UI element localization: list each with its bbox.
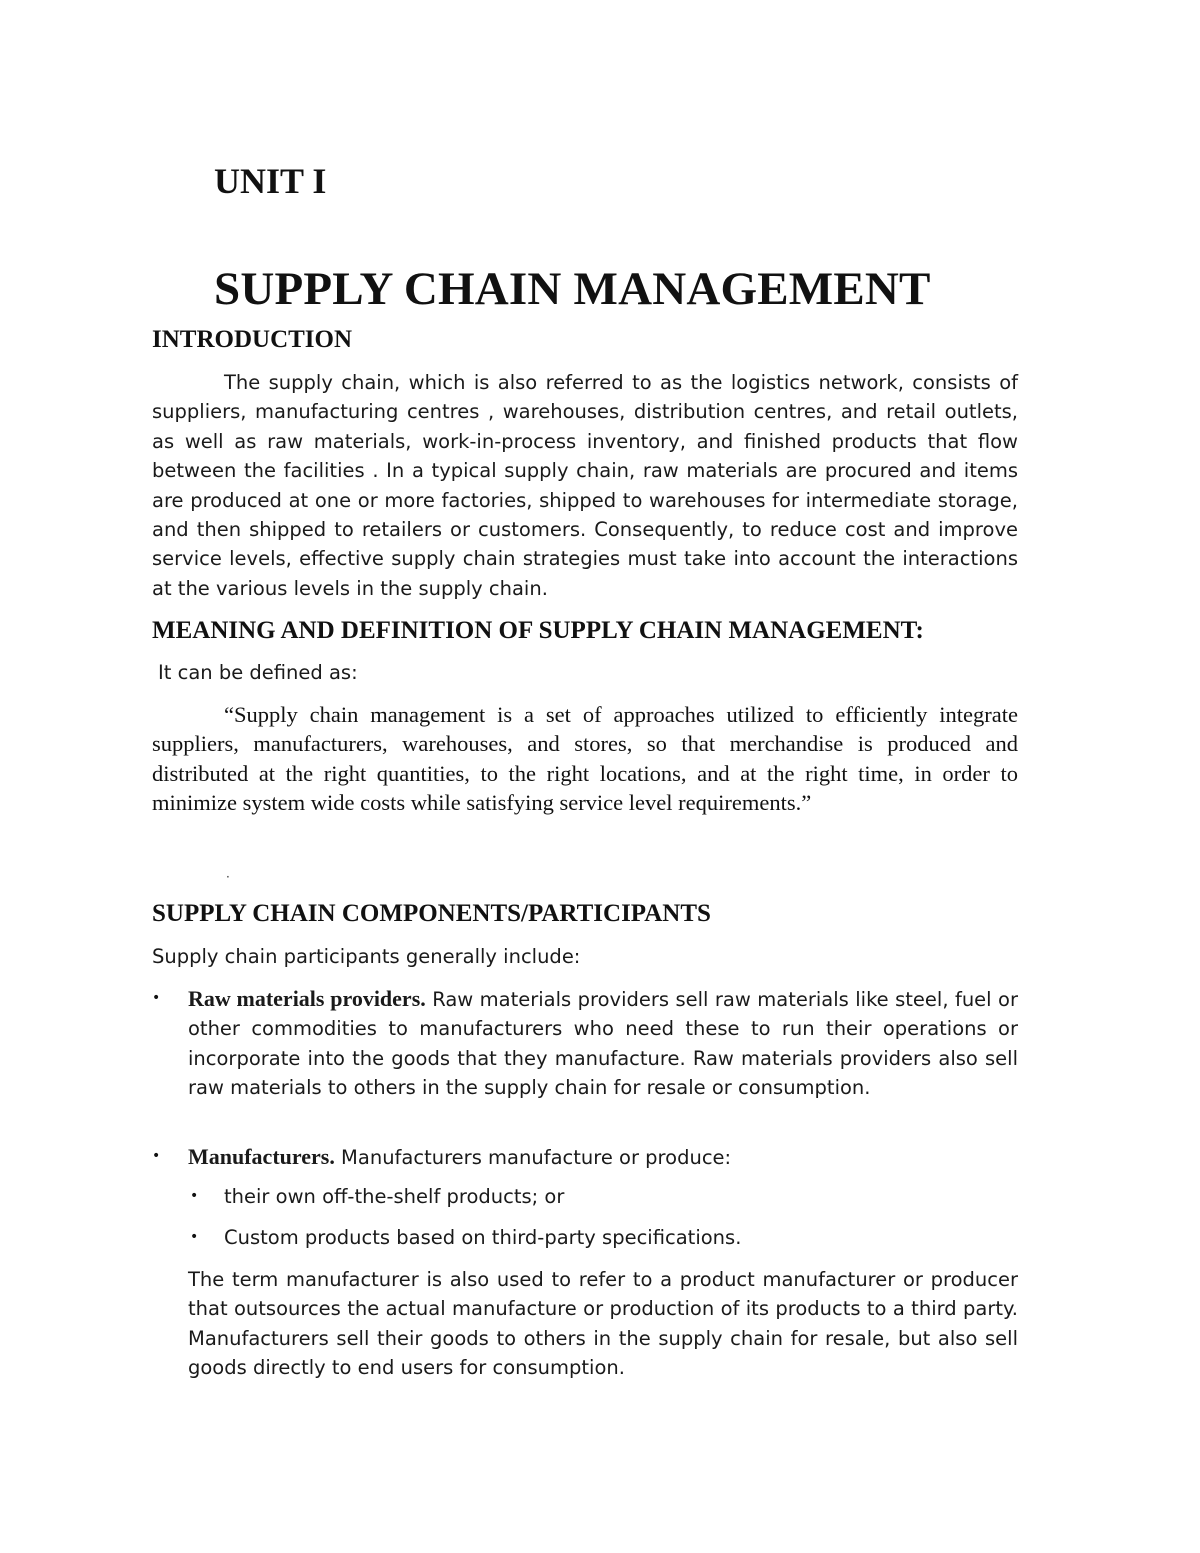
introduction-heading: INTRODUCTION bbox=[152, 326, 353, 353]
definition-heading: MEANING AND DEFINITION OF SUPPLY CHAIN MANAGEMENT: bbox=[152, 617, 924, 644]
page-title: SUPPLY CHAIN MANAGEMENT bbox=[214, 263, 931, 315]
sub-bullet-icon: • bbox=[190, 1188, 199, 1204]
raw-materials-label: Raw materials providers. bbox=[188, 986, 426, 1011]
list-item-raw-materials bbox=[188, 984, 1018, 1103]
list-item-manufacturers bbox=[188, 1142, 1018, 1172]
definition-quote: “Supply chain management is a set of approaches utilized to efficiently integrate suppliers, manufacturers, warehouses, and stores, so that merchandise is produced and distributed at the right quantities, to the right locations, and at the right time, in order to minimize system wide costs while satisfying service level requirements.” bbox=[152, 702, 1018, 816]
manufacturers-note: The term manufacturer is also used to refer to a product manufacturer or producer that outsources the actual manufacture or production of its products to a third party. Manufacturers sell their goods to others in the supply chain for resale, but also sell goods directly to end users for consumption. bbox=[188, 1268, 1018, 1380]
bullet-icon: • bbox=[152, 1148, 161, 1164]
raw-materials-text: Raw materials providers sell raw materials like steel, fuel or other commodities to manufacturers who need these to run their operations or incorporate into the goods that they manufacture. Raw materials providers also sell raw materials to others in the supply chain for resale or consumption. bbox=[188, 988, 1018, 1100]
unit-label: UNIT I bbox=[214, 161, 327, 201]
components-lead: Supply chain participants generally include: bbox=[152, 945, 581, 968]
introduction-paragraph: The supply chain, which is also referred to as the logistics network, consists of suppliers, manufacturing centres , warehouses, distribution centres, and retail outlets, as well as raw materials, work-in-process inventory, and finished products that flow between the facilities . In a typical supply chain, raw materials are procured and items are produced at one or more factories, shipped to warehouses for intermediate storage, and then shipped to retailers or customers. Consequently, to reduce cost and improve service levels, effective supply chain strategies must take into account the interactions at the various levels in the supply chain. bbox=[152, 371, 1018, 600]
stray-mark: · bbox=[226, 870, 230, 884]
manufacturers-label: Manufacturers. bbox=[188, 1144, 335, 1169]
definition-lead: It can be defined as: bbox=[158, 661, 358, 684]
sub-list-item: their own off-the-shelf products; or bbox=[224, 1185, 565, 1208]
manufacturers-text: Manufacturers manufacture or produce: bbox=[334, 1146, 732, 1169]
sub-list-item: Custom products based on third-party specifications. bbox=[224, 1226, 742, 1249]
bullet-icon: • bbox=[152, 990, 161, 1006]
components-heading: SUPPLY CHAIN COMPONENTS/PARTICIPANTS bbox=[152, 900, 711, 927]
sub-bullet-icon: • bbox=[190, 1229, 199, 1245]
